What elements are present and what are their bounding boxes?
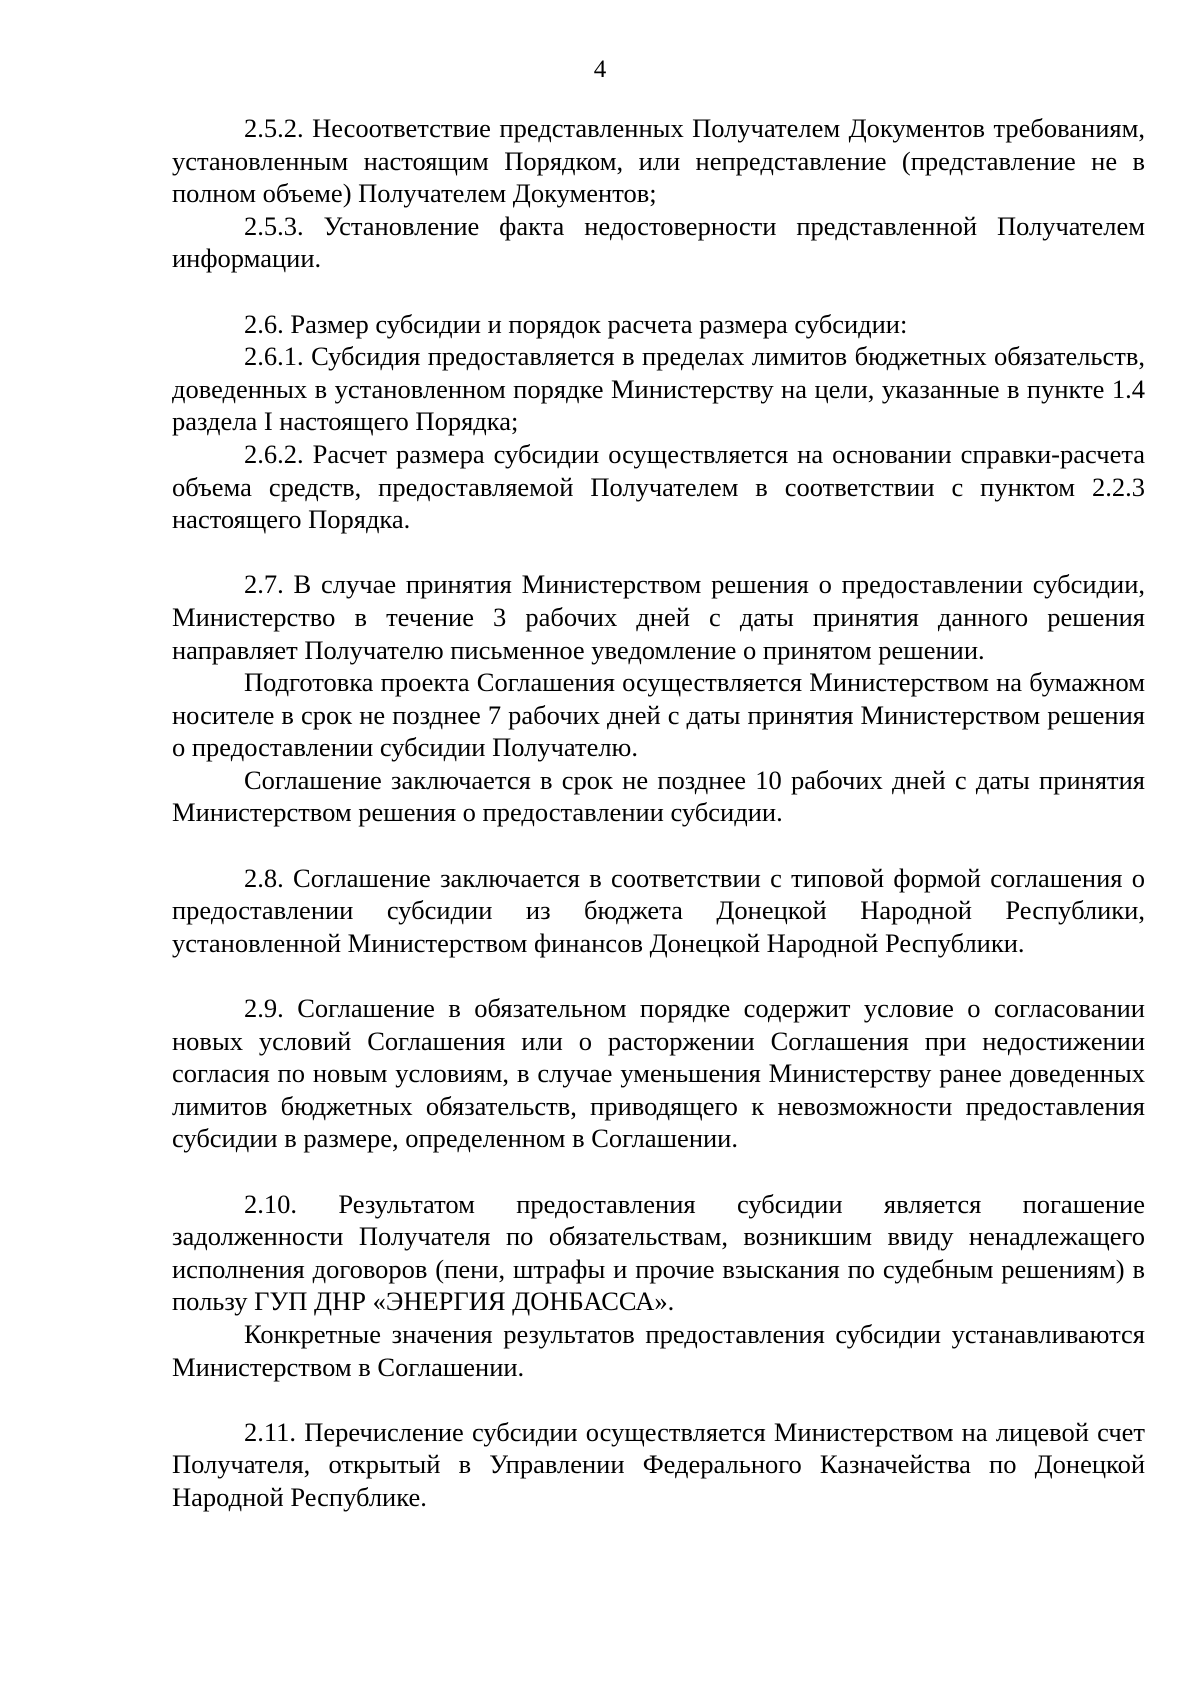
paragraph-2-5-2: 2.5.2. Несоответствие представленных Получателем Документов требованиям, установленным настоящим Порядком, или непредставление (представление не в полном объеме) Получателем Документов; xyxy=(172,113,1145,209)
paragraph-2-8: 2.8. Соглашение заключается в соответствии с типовой формой соглашения о предоставлении субсидии из бюджета Донецкой Народной Республики, установленной Министерством финансов Донецкой Народной Республики. xyxy=(172,862,1145,958)
paragraph-2-9: 2.9. Соглашение в обязательном порядке содержит условие о согласовании новых условий Соглашения или о расторжении Соглашения при недостижении согласия по новым условиям, в случае уменьшения Министерству ранее доведенных лимитов бюджетных обязательств, приводящего к невозможности предоставления субсидии в размере, определенном в Соглашении. xyxy=(172,993,1145,1154)
paragraph-2-11: 2.11. Перечисление субсидии осуществляется Министерством на лицевой счет Получателя, открытый в Управлении Федерального Казначейства по Донецкой Народной Республике. xyxy=(172,1416,1145,1512)
paragraph-2-6-2: 2.6.2. Расчет размера субсидии осуществляется на основании справки-расчета объема средств, предоставляемой Получателем в соответствии с пунктом 2.2.3 настоящего Порядка. xyxy=(172,438,1145,535)
paragraph-2-10-values: Конкретные значения результатов предоставления субсидии устанавливаются Министерством в Соглашении. xyxy=(172,1318,1145,1382)
paragraph-2-7-conclusion: Соглашение заключается в срок не позднее 10 рабочих дней с даты принятия Министерством решения о предоставлении субсидии. xyxy=(172,764,1145,828)
paragraph-2-7: 2.7. В случае принятия Министерством решения о предоставлении субсидии, Министерство в течение 3 рабочих дней с даты принятия данного решения направляет Получателю письменное уведомление о принятом решении. xyxy=(172,569,1145,665)
paragraph-2-7-draft: Подготовка проекта Соглашения осуществляется Министерством на бумажном носителе в срок не позднее 7 рабочих дней с даты принятия Министерством решения о предоставлении субсидии Получателю. xyxy=(172,667,1145,763)
page-number: 4 xyxy=(593,56,607,83)
paragraph-2-6: 2.6. Размер субсидии и порядок расчета размера субсидии: xyxy=(244,308,908,339)
paragraph-2-5-3: 2.5.3. Установление факта недостоверности представленной Получателем информации. xyxy=(172,210,1145,274)
document-body xyxy=(172,112,1145,1514)
paragraph-2-6-1: 2.6.1. Субсидия предоставляется в пределах лимитов бюджетных обязательств, доведенных в установленном порядке Министерству на цели, указанные в пункте 1.4 раздела I настоящего Порядка; xyxy=(172,341,1145,437)
paragraph-2-10: 2.10. Результатом предоставления субсидии является погашение задолженности Получателя по обязательствам, возникшим ввиду ненадлежащего исполнения договоров (пени, штрафы и прочие взыскания по судебным решениям) в пользу ГУП ДНР «ЭНЕРГИЯ ДОНБАССА». xyxy=(172,1188,1145,1317)
